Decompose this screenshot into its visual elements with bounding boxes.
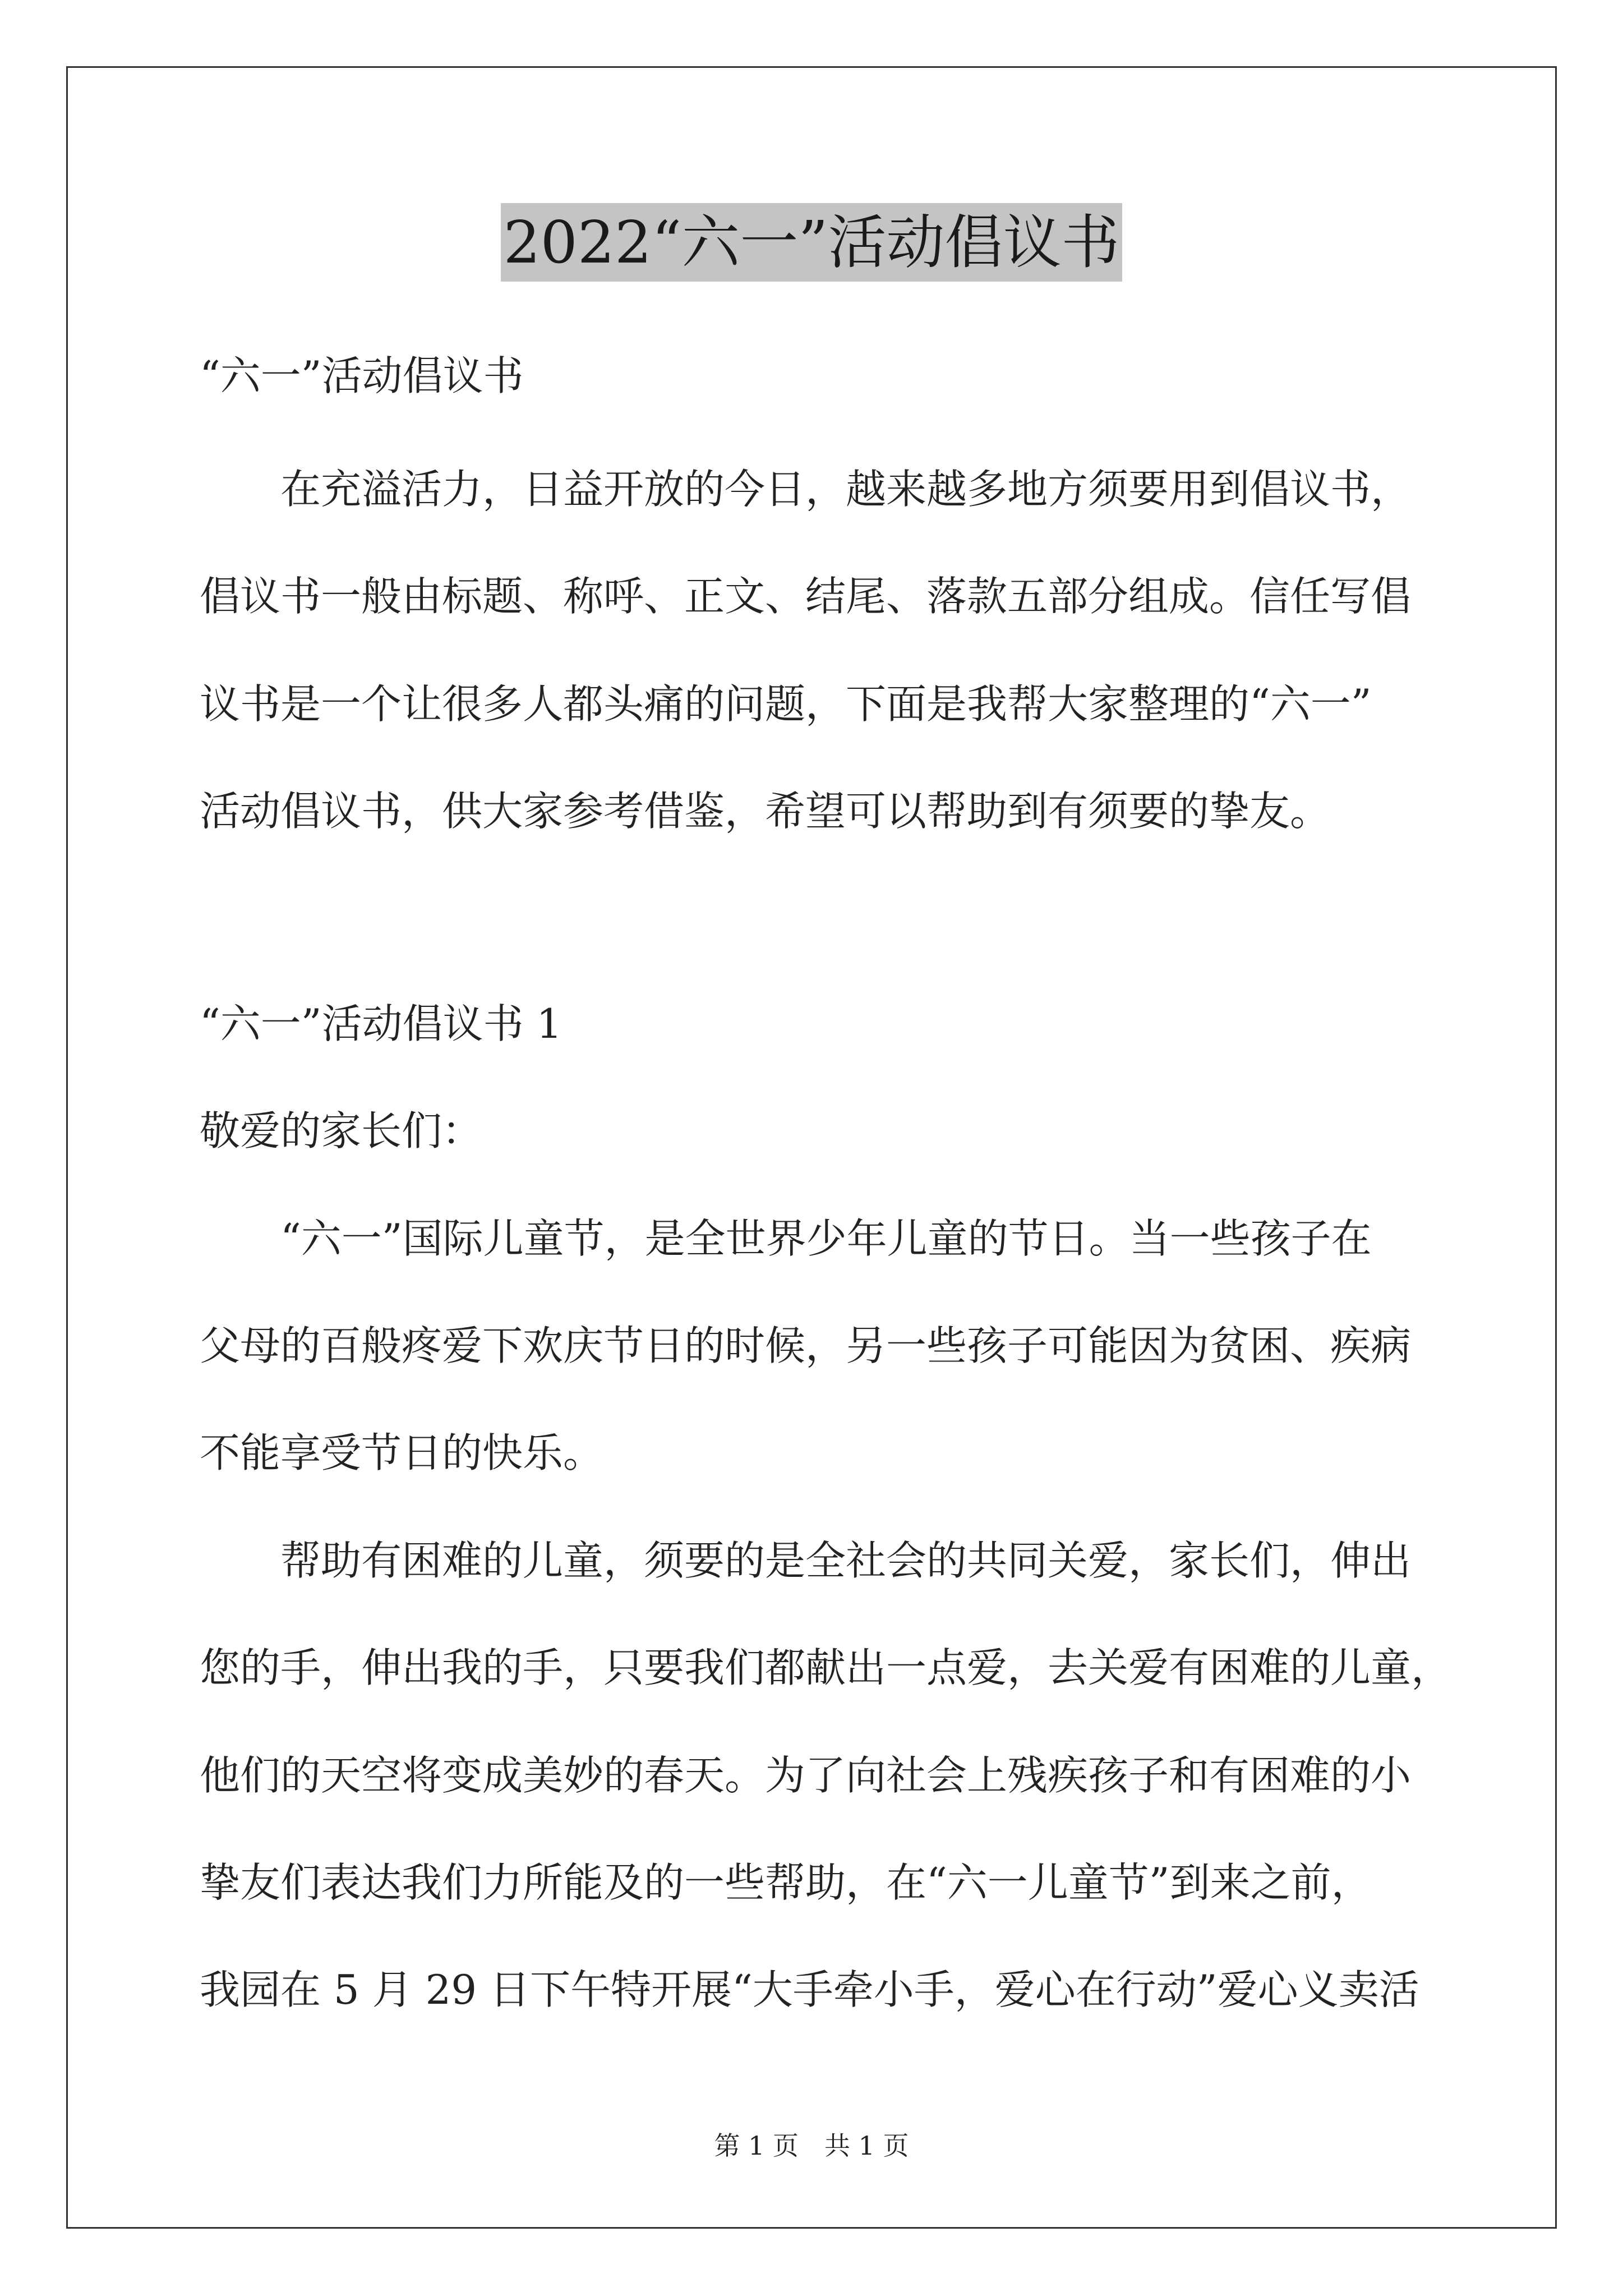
paragraph-line: 在充溢活力，日益开放的今日，越来越多地方须要用到倡议书， <box>280 466 1412 513</box>
salutation: 敬爱的家长们： <box>200 1107 483 1154</box>
paragraph-line: “六一”国际儿童节，是全世界少年儿童的节日。当一些孩子在 <box>280 1215 1372 1262</box>
section-heading: “六一”活动倡议书 1 <box>200 1000 562 1047</box>
page-footer: 第 1 页 共 1 页 <box>714 2131 909 2161</box>
paragraph-line: 倡议书一般由标题、称呼、正文、结尾、落款五部分组成。信任写倡 <box>200 573 1412 620</box>
paragraph-line: 挚友们表达我们力所能及的一些帮助，在“六一儿童节”到来之前， <box>200 1859 1372 1906</box>
paragraph-line: 不能享受节日的快乐。 <box>200 1429 604 1476</box>
title-container <box>0 203 1623 282</box>
paragraph-line: 父母的百般疼爱下欢庆节日的时候，另一些孩子可能因为贫困、疾病 <box>200 1322 1412 1369</box>
paragraph-line: 我园在 5 月 29 日下午特开展“大手牵小手，爱心在行动”爱心义卖活 <box>200 1966 1419 2013</box>
document-title: 2022“六一”活动倡议书 <box>501 203 1122 282</box>
paragraph-line: 活动倡议书，供大家参考借鉴，希望可以帮助到有须要的挚友。 <box>200 788 1331 835</box>
paragraph-line: 帮助有困难的儿童，须要的是全社会的共同关爱，家长们，伸出 <box>280 1537 1412 1584</box>
paragraph-line: 他们的天空将变成美妙的春天。为了向社会上残疾孩子和有困难的小 <box>200 1752 1412 1799</box>
paragraph-line: 议书是一个让很多人都头痛的问题，下面是我帮大家整理的“六一” <box>200 680 1372 728</box>
subtitle-line: “六一”活动倡议书 <box>200 352 524 399</box>
paragraph-line: 您的手，伸出我的手，只要我们都献出一点爱，去关爱有困难的儿童， <box>200 1644 1452 1691</box>
